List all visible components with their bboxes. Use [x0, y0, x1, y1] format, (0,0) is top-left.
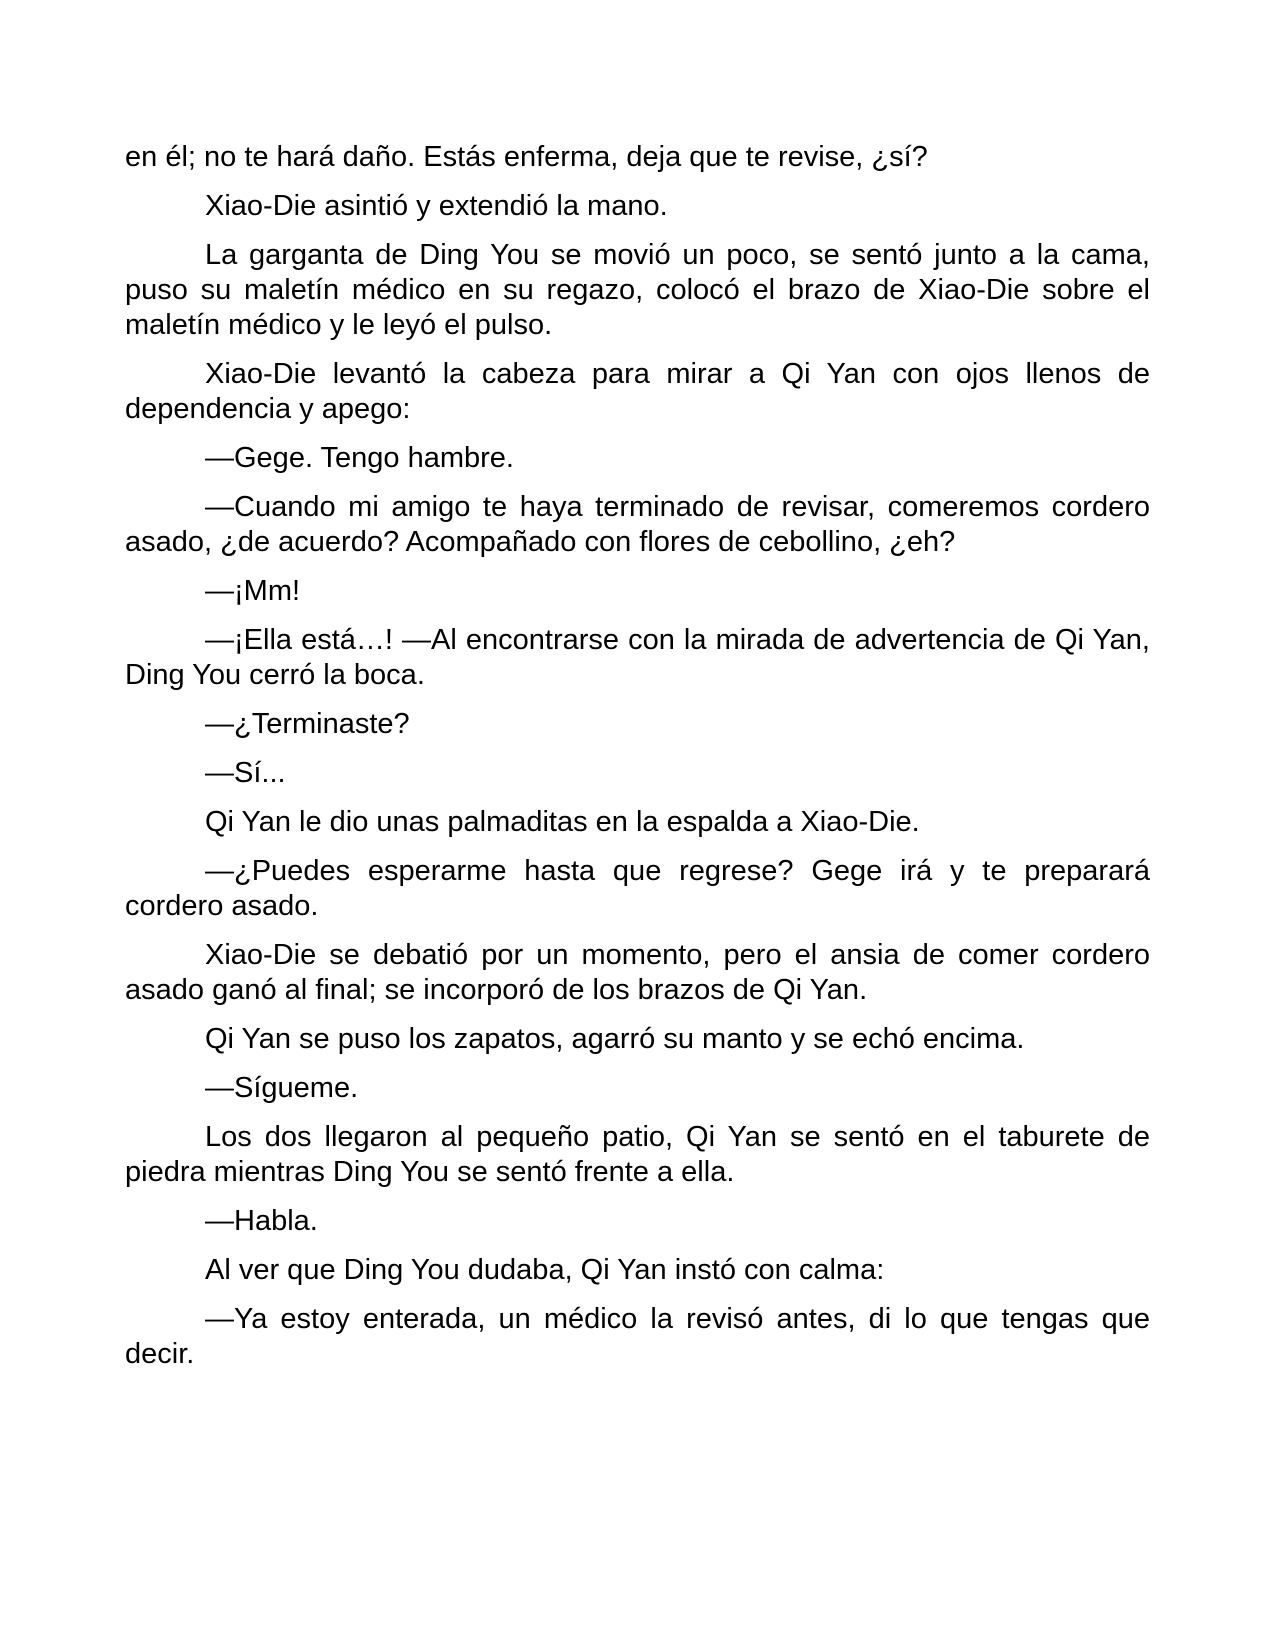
paragraph: Qi Yan se puso los zapatos, agarró su manto y se echó encima. — [205, 1023, 1025, 1055]
paragraph: —¡Ella está…! —Al encontrarse con la mirada de advertencia de Qi Yan, Ding You cerró la boca. — [125, 624, 1150, 691]
paragraph: —Ya estoy enterada, un médico la revisó antes, di lo que tengas que decir. — [125, 1303, 1150, 1370]
paragraph: Xiao-Die levantó la cabeza para mirar a Qi Yan con ojos llenos de dependencia y apego: — [125, 358, 1150, 425]
paragraph: La garganta de Ding You se movió un poco, se sentó junto a la cama, puso su maletín médico en su regazo, colocó el brazo de Xiao-Die sobre el maletín médico y le leyó el pulso. — [125, 239, 1150, 341]
paragraph: Los dos llegaron al pequeño patio, Qi Yan se sentó en el taburete de piedra mientras Ding You se sentó frente a ella. — [125, 1121, 1150, 1188]
paragraph: —Habla. — [205, 1205, 318, 1237]
paragraph: —Gege. Tengo hambre. — [205, 442, 514, 474]
paragraph: Xiao-Die asintió y extendió la mano. — [205, 190, 668, 222]
paragraph: —Sí... — [205, 757, 286, 789]
paragraph: Xiao-Die se debatió por un momento, pero el ansia de comer cordero asado ganó al final; se incorporó de los brazos de Qi Yan. — [125, 939, 1150, 1006]
paragraph: Al ver que Ding You dudaba, Qi Yan instó con calma: — [205, 1254, 885, 1286]
paragraph: —Sígueme. — [205, 1072, 359, 1104]
paragraph: —¡Mm! — [205, 575, 301, 607]
paragraph: Qi Yan le dio unas palmaditas en la espalda a Xiao-Die. — [205, 806, 920, 838]
paragraph: —¿Terminaste? — [205, 708, 410, 740]
paragraph: —¿Puedes esperarme hasta que regrese? Gege irá y te preparará cordero asado. — [125, 855, 1150, 922]
paragraph: —Cuando mi amigo te haya terminado de revisar, comeremos cordero asado, ¿de acuerdo? Acompañado con flores de cebollino, ¿eh? — [125, 491, 1150, 558]
document-page — [125, 140, 1150, 1520]
paragraph: en él; no te hará daño. Estás enferma, deja que te revise, ¿sí? — [125, 141, 928, 173]
